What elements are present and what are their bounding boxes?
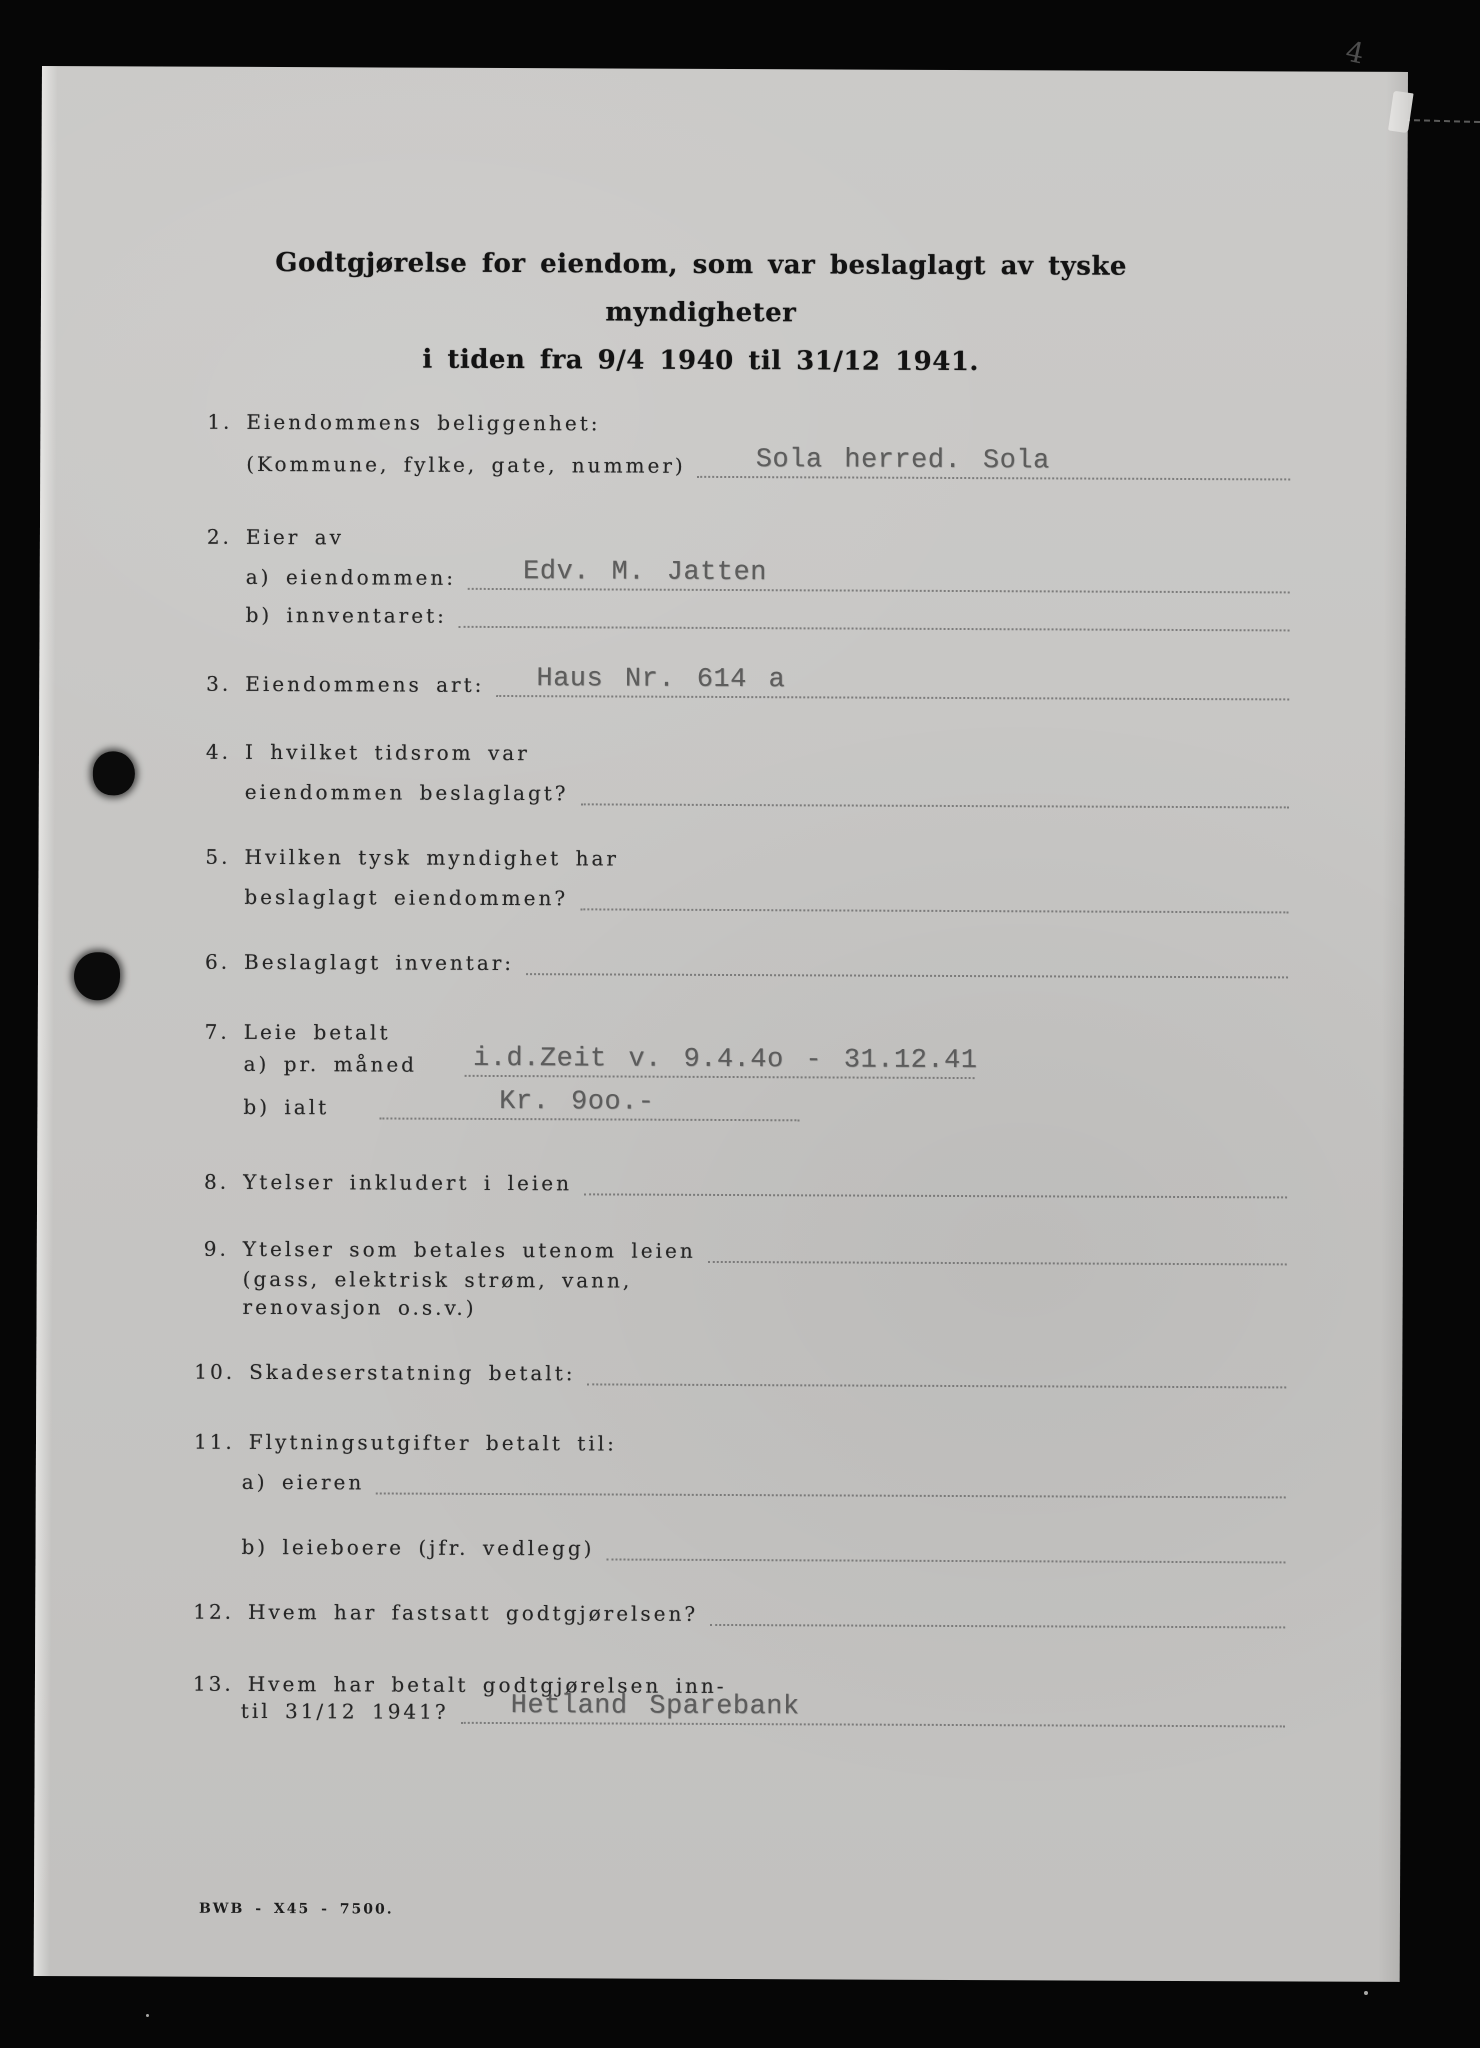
- form-item-3: [197, 664, 1289, 702]
- item-sublabel: a) eiendommen:: [245, 564, 457, 590]
- scratch-mark: [1404, 119, 1480, 123]
- dotted-line: [496, 664, 1289, 700]
- item-label: Skadeserstatning betalt:: [249, 1359, 576, 1386]
- form-item-10: [194, 1359, 1286, 1390]
- title-line-2: i tiden fra 9/4 1940 til 31/12 1941.: [422, 344, 980, 378]
- dotted-line: [587, 1381, 1286, 1388]
- typed-value: Hetland Sparebank: [510, 1691, 800, 1723]
- title-line-1: Godtgjørelse for eiendom, som var beslaglagt av tyske myndigheter: [275, 248, 1127, 329]
- item-label: beslaglagt eiendommen?: [244, 884, 569, 911]
- form-item-2b: [198, 602, 1290, 633]
- item-number: 1.: [207, 409, 233, 434]
- form-item-7a: [196, 1043, 1288, 1082]
- item-sublabel: b) ialt: [243, 1094, 330, 1120]
- form-item-7b: [195, 1087, 1287, 1125]
- dust-speck: [1364, 1991, 1368, 1995]
- item-sublabel: a) eieren: [241, 1469, 365, 1495]
- dotted-line: [526, 971, 1288, 978]
- form-item-2a: [198, 557, 1290, 595]
- form-item-6: [196, 949, 1288, 980]
- typed-value: Edv. M. Jatten: [522, 557, 767, 589]
- punch-hole-top: [93, 751, 135, 795]
- item-label: til 31/12 1941?: [240, 1698, 449, 1724]
- page-title: [241, 239, 1162, 387]
- form-item-9-note-1: [195, 1266, 1287, 1297]
- item-number: 11.: [193, 1429, 235, 1454]
- item-label: Eier av: [245, 524, 344, 550]
- form-item-5-value-row: [196, 884, 1288, 915]
- form-item-9-note-2: [195, 1294, 1287, 1325]
- item-number: 7.: [204, 1019, 230, 1044]
- item-number: 5.: [205, 844, 231, 869]
- item-sublabel: (Kommune, fylke, gate, nummer): [246, 451, 686, 478]
- item-sublabel: b) innventaret:: [245, 602, 447, 628]
- dotted-line: [376, 1490, 1286, 1498]
- dotted-line: [584, 1191, 1287, 1198]
- typed-value: i.d.Zeit v. 9.4.4o - 31.12.41: [472, 1043, 978, 1077]
- item-label: Beslaglagt inventar:: [244, 949, 515, 976]
- item-label: Ytelser inkludert i leien: [243, 1169, 573, 1196]
- typed-value: Sola herred. Sola: [755, 445, 1050, 477]
- item-number: 3.: [206, 671, 232, 696]
- form-item-11: [194, 1429, 1286, 1460]
- typed-value: Haus Nr. 614 a: [536, 664, 786, 696]
- item-number: 6.: [204, 949, 231, 974]
- form-item-4: [197, 739, 1289, 770]
- dotted-line: [465, 1043, 978, 1079]
- item-sublabel: b) leieboere (jfr. vedlegg): [241, 1534, 595, 1561]
- item-label: Leie betalt: [243, 1019, 391, 1045]
- item-label: Flytningsutgifter betalt til:: [248, 1429, 617, 1456]
- dotted-line: [710, 1622, 1285, 1629]
- item-number: 4.: [205, 739, 232, 764]
- dotted-line: [708, 1259, 1287, 1266]
- item-number: 13.: [192, 1671, 234, 1696]
- form-item-9: [195, 1236, 1287, 1267]
- item-sublabel: a) pr. måned: [243, 1051, 418, 1077]
- form-item-11b: [193, 1534, 1285, 1565]
- form-page: [34, 66, 1408, 1982]
- item-label: Eiendommens art:: [245, 671, 485, 697]
- form-item-8: [195, 1169, 1287, 1200]
- dotted-line: [606, 1556, 1285, 1563]
- item-number: 9.: [203, 1236, 229, 1261]
- typed-value: Kr. 9oo.-: [499, 1087, 655, 1118]
- form-item-11a: [194, 1469, 1286, 1500]
- form-item-2: [198, 524, 1290, 555]
- form-item-1-value-row: [198, 445, 1290, 482]
- item-number: 10.: [194, 1359, 236, 1384]
- item-label: Hvilken tysk myndighet har: [244, 844, 620, 871]
- item-label: Eiendommens beliggenhet:: [246, 409, 601, 436]
- item-label: eiendommen beslaglagt?: [244, 779, 569, 806]
- dotted-line: [580, 906, 1288, 913]
- form-item-13-value-row: [193, 1691, 1285, 1729]
- dotted-line: [459, 624, 1290, 632]
- print-code: BWB - X45 - 7500.: [198, 1900, 394, 1918]
- form-item-12: [193, 1599, 1285, 1630]
- form-item-5: [196, 844, 1288, 875]
- item-number: 2.: [206, 524, 232, 549]
- form-item-1: [198, 409, 1290, 440]
- form-item-4-value-row: [197, 779, 1289, 810]
- corner-mark: 4: [1342, 34, 1368, 71]
- item-label: Hvem har fastsatt godtgjørelsen?: [248, 1599, 699, 1626]
- dotted-line: [468, 557, 1290, 594]
- dotted-line: [461, 1691, 1285, 1728]
- item-number: 12.: [193, 1599, 235, 1624]
- item-note: (gass, elektrisk strøm, vann,: [242, 1266, 633, 1293]
- dotted-line: [698, 445, 1291, 481]
- item-note: renovasjon o.s.v.): [242, 1294, 477, 1320]
- dust-speck: [146, 2014, 149, 2017]
- item-number: 8.: [203, 1169, 230, 1194]
- item-label: Ytelser som betales utenom leien: [242, 1236, 696, 1263]
- dotted-line: [379, 1087, 799, 1121]
- dotted-line: [580, 801, 1288, 808]
- punch-hole-bottom: [74, 952, 120, 1000]
- torn-corner: [1388, 91, 1414, 133]
- item-label: Hvem har betalt godtgjørelsen inn-: [247, 1671, 727, 1699]
- item-label: I hvilket tidsrom var: [244, 739, 530, 766]
